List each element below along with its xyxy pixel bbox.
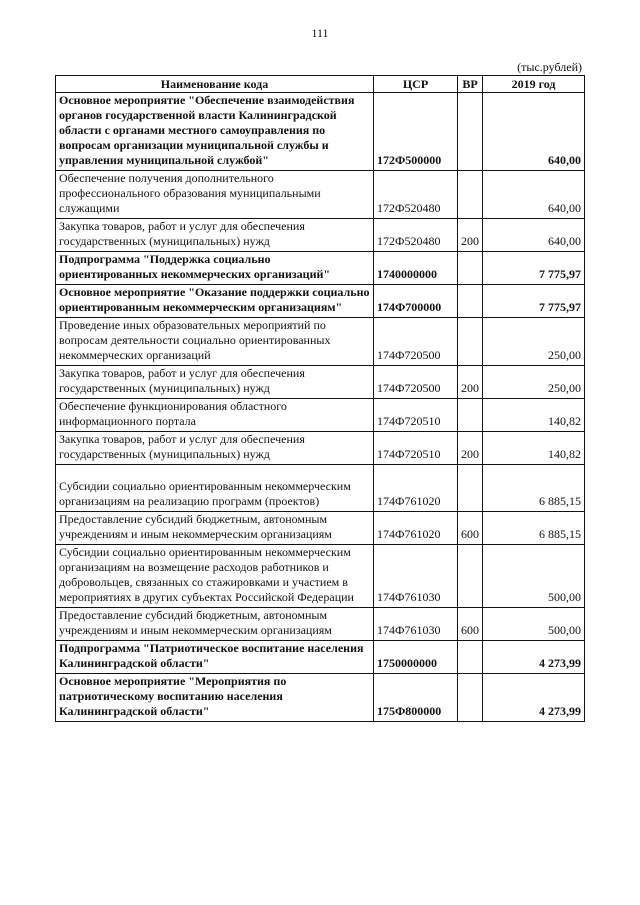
table-row	[56, 219, 585, 252]
cell-amount: 640,00	[483, 93, 585, 171]
cell-csr: 174Ф700000	[374, 285, 458, 318]
table-row	[56, 285, 585, 318]
cell-vr	[458, 641, 483, 674]
cell-name: Субсидии социально ориентированным некоммерческим организациям на реализацию программ (проектов)	[56, 465, 374, 512]
cell-csr: 174Ф761030	[374, 545, 458, 608]
cell-name: Проведение иных образовательных мероприятий по вопросам деятельности социально ориентированных некоммерческих организаций	[56, 318, 374, 366]
cell-vr	[458, 399, 483, 432]
cell-csr: 174Ф720500	[374, 318, 458, 366]
cell-vr: 200	[458, 366, 483, 399]
table-row	[56, 608, 585, 641]
table-row	[56, 674, 585, 722]
table-row	[56, 252, 585, 285]
cell-amount: 640,00	[483, 219, 585, 252]
cell-amount: 6 885,15	[483, 512, 585, 545]
cell-vr	[458, 93, 483, 171]
cell-vr: 600	[458, 512, 483, 545]
units-label: (тыс.рублей)	[517, 60, 582, 74]
cell-vr: 600	[458, 608, 483, 641]
cell-amount: 250,00	[483, 366, 585, 399]
table-row	[56, 318, 585, 366]
cell-vr: 200	[458, 432, 483, 465]
cell-name: Обеспечение получения дополнительного профессионального образования муниципальными служащими	[56, 171, 374, 219]
cell-name: Закупка товаров, работ и услуг для обеспечения государственных (муниципальных) нужд	[56, 366, 374, 399]
cell-csr: 174Ф761020	[374, 465, 458, 512]
cell-amount: 7 775,97	[483, 285, 585, 318]
cell-vr	[458, 285, 483, 318]
table-row	[56, 512, 585, 545]
cell-csr: 174Ф720510	[374, 432, 458, 465]
cell-vr	[458, 252, 483, 285]
cell-vr	[458, 465, 483, 512]
cell-csr: 174Ф720500	[374, 366, 458, 399]
table-row	[56, 93, 585, 171]
cell-vr	[458, 674, 483, 722]
cell-csr: 174Ф720510	[374, 399, 458, 432]
cell-name: Основное мероприятие "Мероприятия по патриотическому воспитанию населения Калининградской области"	[56, 674, 374, 722]
cell-amount: 140,82	[483, 432, 585, 465]
cell-amount: 500,00	[483, 608, 585, 641]
cell-csr: 1750000000	[374, 641, 458, 674]
cell-amount: 640,00	[483, 171, 585, 219]
cell-csr: 172Ф520480	[374, 219, 458, 252]
cell-vr: 200	[458, 219, 483, 252]
cell-amount: 4 273,99	[483, 674, 585, 722]
cell-name: Основное мероприятие "Оказание поддержки социально ориентированным некоммерческим организациям"	[56, 285, 374, 318]
header-csr: ЦСР	[374, 76, 458, 93]
table-row	[56, 641, 585, 674]
cell-name: Предоставление субсидий бюджетным, автономным учреждениям и иным некоммерческим организациям	[56, 608, 374, 641]
budget-table	[55, 75, 585, 722]
cell-vr	[458, 318, 483, 366]
cell-csr: 1740000000	[374, 252, 458, 285]
table-row	[56, 399, 585, 432]
cell-vr	[458, 171, 483, 219]
cell-amount: 140,82	[483, 399, 585, 432]
header-year: 2019 год	[483, 76, 585, 93]
cell-name: Подпрограмма "Патриотическое воспитание населения Калининградской области"	[56, 641, 374, 674]
cell-name: Закупка товаров, работ и услуг для обеспечения государственных (муниципальных) нужд	[56, 432, 374, 465]
cell-name: Обеспечение функционирования областного информационного портала	[56, 399, 374, 432]
table-row	[56, 465, 585, 512]
cell-vr	[458, 545, 483, 608]
table-row	[56, 432, 585, 465]
cell-csr: 174Ф761020	[374, 512, 458, 545]
page-number: 111	[311, 26, 329, 40]
cell-amount: 250,00	[483, 318, 585, 366]
cell-csr: 172Ф520480	[374, 171, 458, 219]
table-header-row	[56, 76, 585, 93]
cell-csr: 174Ф761030	[374, 608, 458, 641]
header-name: Наименование кода	[56, 76, 374, 93]
cell-name: Закупка товаров, работ и услуг для обеспечения государственных (муниципальных) нужд	[56, 219, 374, 252]
cell-amount: 7 775,97	[483, 252, 585, 285]
cell-amount: 500,00	[483, 545, 585, 608]
header-vr: ВР	[458, 76, 483, 93]
cell-amount: 4 273,99	[483, 641, 585, 674]
cell-name: Подпрограмма "Поддержка социально ориентированных некоммерческих организаций"	[56, 252, 374, 285]
cell-amount: 6 885,15	[483, 465, 585, 512]
table-row	[56, 545, 585, 608]
cell-csr: 175Ф800000	[374, 674, 458, 722]
cell-name: Субсидии социально ориентированным некоммерческим организациям на возмещение расходов работников и добровольцев, связанных со стажировками и участием в мероприятиях в других субъектах Российской Федерации	[56, 545, 374, 608]
table-row	[56, 171, 585, 219]
table-row	[56, 366, 585, 399]
cell-name: Основное мероприятие "Обеспечение взаимодействия органов государственной власти Калининградской области с органами местного самоуправления по вопросам организации муниципальной службы и управления муниципальной службой"	[56, 93, 374, 171]
cell-name: Предоставление субсидий бюджетным, автономным учреждениям и иным некоммерческим организациям	[56, 512, 374, 545]
cell-csr: 172Ф500000	[374, 93, 458, 171]
